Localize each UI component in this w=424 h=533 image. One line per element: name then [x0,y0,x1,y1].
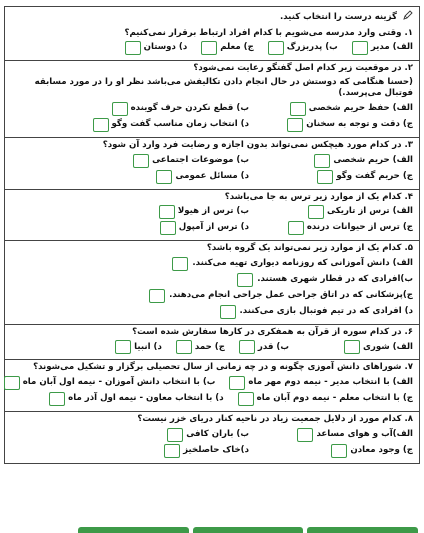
option-5a[interactable]: الف) دانش آموزانی که روزنامه دیواری تهیه می‌کنند. [11,257,413,271]
option-5d[interactable]: د) افرادی که در تیم فوتبال بازی می‌کنند. [11,305,413,319]
checkbox[interactable] [149,289,165,303]
option-7d[interactable]: د) با انتخاب معاون - نیمه اول آذر ماه [49,392,223,406]
question-5 [5,241,419,325]
option-3c[interactable]: ج) حریم گفت وگو [263,170,413,184]
checkbox[interactable] [4,376,20,390]
checkbox[interactable] [237,273,253,287]
checkbox[interactable] [331,444,347,458]
option-4c[interactable]: ج) ترس از حیوانات درنده [263,221,413,235]
question-7 [5,360,419,412]
checkbox[interactable] [167,428,183,442]
checkbox[interactable] [133,154,149,168]
question-2-scenario: (حسنا هنگامی که دوستش در حال انجام دادن تکالیفش می‌باشد نظر او را در مورد مسابقه فوتبال می‌پرسد.) [34,76,413,99]
bottom-tab[interactable] [78,527,189,533]
option-7a[interactable]: الف) با انتخاب مدیر - نیمه دوم مهر ماه [229,376,413,390]
pencil-icon [403,10,413,20]
checkbox[interactable] [268,41,284,55]
option-1d[interactable]: د) دوستان [125,41,188,55]
checkbox[interactable] [238,392,254,406]
option-1c[interactable]: ج) معلم [201,41,254,55]
checkbox[interactable] [344,340,360,354]
checkbox[interactable] [176,340,192,354]
checkbox[interactable] [314,154,330,168]
option-1b[interactable]: ب) پدربزرگ [268,41,338,55]
question-3-text: ۳. در کدام مورد هیچکس نمی‌تواند بدون اجازه و رضایت فرد وارد آن شود؟ [102,139,413,150]
question-1-text: ۱. وقتی وارد مدرسه می‌شویم با کدام افراد ارتباط برقرار نمی‌کنیم؟ [124,27,413,38]
checkbox[interactable] [290,102,306,116]
checkbox[interactable] [308,205,324,219]
option-5c[interactable]: ج)پزشکانی که در اتاق جراحی عمل جراحی انجام می‌دهند. [11,289,413,303]
bottom-tab[interactable] [193,527,304,533]
instruction-text: گزینه درست را انتخاب کنید. [279,12,397,22]
question-3 [5,138,419,190]
option-2a[interactable]: الف) حفظ حریم شخصی [263,102,413,116]
option-8d[interactable]: د)خاک حاصلخیز [164,444,249,458]
question-2 [5,61,419,138]
option-3a[interactable]: الف) حریم شخصی [263,154,413,168]
checkbox[interactable] [288,221,304,235]
checkbox[interactable] [172,257,188,271]
option-8c[interactable]: ج) وجود معادن [263,444,413,458]
question-1 [5,26,419,62]
question-2-text: ۲. در موقعیت زیر کدام اصل گفتگو رعایت نمی‌شود؟ [193,63,413,74]
checkbox[interactable] [125,41,141,55]
checkbox[interactable] [164,444,180,458]
checkbox[interactable] [352,41,368,55]
question-8 [5,412,419,463]
question-6-text: ۶. در کدام سوره از قرآن به همفکری در کارها سفارش شده است؟ [132,326,413,337]
checkbox[interactable] [220,305,236,319]
option-6d[interactable]: د) انبیا [115,340,162,354]
option-1a[interactable]: الف) مدیر [352,41,413,55]
question-1-options [11,41,413,55]
checkbox[interactable] [287,118,303,132]
question-7-text: ۷. شوراهای دانش آموزی چگونه و در چه زمانی از سال تحصیلی برگزار و تشکیل می‌شوند؟ [33,362,413,373]
option-3b[interactable]: ب) موضوعات اجتماعی [133,154,249,168]
question-4 [5,190,419,242]
checkbox[interactable] [317,170,333,184]
option-6b[interactable]: ب) قدر [239,340,289,354]
checkbox[interactable] [115,340,131,354]
worksheet [4,6,420,464]
option-4d[interactable]: د) ترس از آمپول [160,221,249,235]
instruction [5,7,419,26]
checkbox[interactable] [159,205,175,219]
option-2d[interactable]: د) انتخاب زمان مناسب گفت وگو [93,118,249,132]
question-5-text: ۵. کدام یک از موارد زیر نمی‌تواند یک گروه باشد؟ [206,243,413,254]
option-6a[interactable]: الف) شوری [303,340,413,354]
option-7b[interactable]: ب) با انتخاب دانش آموزان - نیمه اول آبان ماه [4,376,216,390]
option-3d[interactable]: د) مسائل عمومی [156,170,249,184]
option-2c[interactable]: ج) دقت و توجه به سخنان [263,118,413,132]
checkbox[interactable] [201,41,217,55]
checkbox[interactable] [49,392,65,406]
checkbox[interactable] [229,376,245,390]
option-2b[interactable]: ب) قطع نکردن حرف گوینده [112,102,249,116]
question-4-text: ۴. کدام یک از موارد زیر ترس به جا می‌باشد؟ [224,191,413,202]
checkbox[interactable] [112,102,128,116]
option-8a[interactable]: الف)آب و هوای مساعد [263,428,413,442]
option-4b[interactable]: ب) ترس از هیولا [159,205,249,219]
bottom-tab-strip [78,527,418,533]
option-8b[interactable]: ب) باران کافی [167,428,249,442]
checkbox[interactable] [160,221,176,235]
checkbox[interactable] [93,118,109,132]
option-4a[interactable]: الف) ترس از تاریکی [263,205,413,219]
bottom-tab[interactable] [307,527,418,533]
option-7c[interactable]: ج) با انتخاب معلم - نیمه دوم آبان ماه [238,392,413,406]
question-6 [5,325,419,361]
checkbox[interactable] [156,170,172,184]
option-5b[interactable]: ب)افرادی که در قطار شهری هستند. [11,273,413,287]
option-6c[interactable]: ج) حمد [176,340,225,354]
checkbox[interactable] [239,340,255,354]
checkbox[interactable] [297,428,313,442]
question-8-text: ۸. کدام مورد از دلایل جمعیت زیاد در ناحیه کنار دریای خزر نیست؟ [137,413,413,424]
